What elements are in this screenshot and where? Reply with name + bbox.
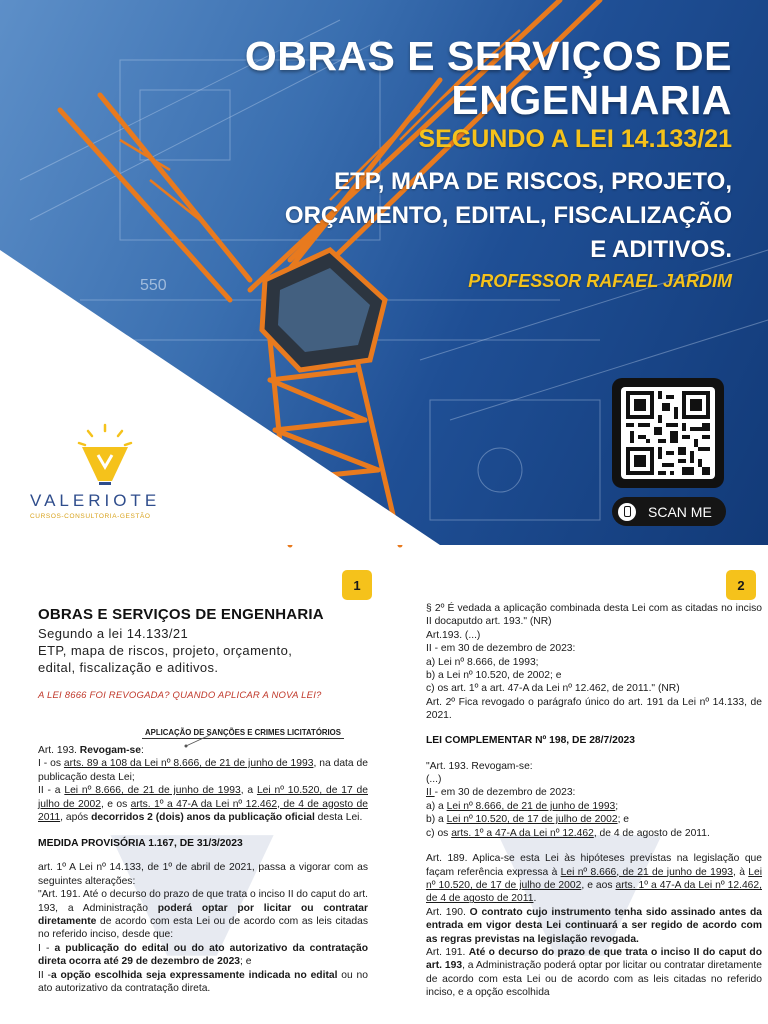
page-number-badge: 1 bbox=[342, 570, 372, 600]
page1-topics-line2: edital, fiscalização e aditivos. bbox=[38, 660, 219, 675]
qr-code-icon bbox=[625, 391, 711, 475]
cover-title-line1: OBRAS E SERVIÇOS DE bbox=[244, 33, 732, 79]
cover-subtitle: SEGUNDO A LEI 14.133/21 bbox=[418, 125, 732, 153]
cover-topics-line1: ETP, MAPA DE RISCOS, PROJETO, bbox=[334, 168, 732, 195]
blueprint-number: 550 bbox=[140, 277, 167, 294]
page1-subheading: Segundo a lei 14.133/21 bbox=[38, 626, 189, 641]
cover-topics bbox=[212, 165, 732, 267]
p2-paragraph-6: c) os art. 1º a art. 47-A da Lei nº 12.462, de 2011." (NR) bbox=[426, 683, 680, 695]
p2-paragraph-4: a) Lei nº 8.666, de 1993; bbox=[426, 656, 539, 668]
cover-professor bbox=[468, 271, 732, 292]
p2-paragraph-7: Art. 2º Fica revogado o parágrafo único do art. 191 da Lei nº 14.133, de 2021. bbox=[426, 696, 762, 722]
lc-quote-3: II - em 30 de dezembro de 2023: bbox=[426, 787, 576, 799]
sanctions-label: APLICAÇÃO DE SANÇÕES E CRIMES LICITATÓRIOS bbox=[142, 727, 344, 739]
p2-paragraph-2: Art.193. (...) bbox=[426, 629, 481, 641]
page-1 bbox=[22, 552, 374, 1024]
page-2 bbox=[410, 552, 763, 1024]
logo-name: VALERIOTE bbox=[30, 491, 161, 510]
question-link[interactable]: A LEI 8666 FOI REVOGADA? QUANDO APLICAR A NOVA LEI? bbox=[38, 690, 322, 701]
p2-paragraph-5: b) a Lei nº 10.520, de 2002; e bbox=[426, 670, 562, 682]
mp-section-title: MEDIDA PROVISÓRIA 1.167, DE 31/3/2023 bbox=[38, 838, 243, 850]
page-number-badge: 2 bbox=[726, 570, 756, 600]
scan-me-button[interactable] bbox=[612, 497, 726, 526]
valeriote-logo bbox=[30, 425, 180, 520]
professor-name: RAFAEL JARDIM bbox=[586, 271, 732, 291]
cover-topics-line3: E ADITIVOS. bbox=[590, 236, 732, 263]
professor-prefix: PROFESSOR bbox=[468, 271, 582, 291]
qr-code[interactable] bbox=[612, 378, 724, 488]
lc-quote-5: b) a Lei nº 10.520, de 17 de julho de 2002; e bbox=[426, 814, 630, 826]
lc-section-title: LEI COMPLEMENTAR Nº 198, DE 28/7/2023 bbox=[426, 734, 635, 746]
page1-heading: OBRAS E SERVIÇOS DE ENGENHARIA bbox=[38, 606, 324, 623]
mp-paragraph-3: I - a publicação do edital ou do ato autorizativo da contratação direta ocorra até 29 de dezembro de 2023; e bbox=[38, 942, 368, 968]
phone-icon bbox=[618, 503, 636, 521]
lc-quote-1: "Art. 193. Revogam-se: bbox=[426, 760, 533, 772]
mp-paragraph-1: art. 1º A Lei nº 14.133, de 1º de abril de 2021, passa a vigorar com as seguintes alterações: bbox=[38, 862, 368, 887]
lc-quote-6: c) os arts. 1º a 47-A da Lei nº 12.462, de 4 de agosto de 2011. bbox=[426, 827, 710, 839]
lc-quote-4: a) a Lei nº 8.666, de 21 de junho de 1993; bbox=[426, 800, 619, 812]
scan-me-label: SCAN ME bbox=[648, 503, 712, 520]
page1-topics-line1: ETP, mapa de riscos, projeto, orçamento, bbox=[38, 643, 293, 658]
p2-paragraph-1: § 2º É vedada a aplicação combinada desta Lei com as citadas no inciso II docaputdo art. 193." (NR) bbox=[426, 603, 762, 628]
art189-paragraph: Art. 189. Aplica-se esta Lei às hipóteses previstas na legislação que façam referência expressa à Lei nº 8.666, de 21 de junho de 1993, à Lei nº 10.520, de 17 de julho de 2002, e aos arts. 1º a 47-A da Lei nº 12.462, de 4 de agosto de 2011. bbox=[426, 853, 763, 905]
lightbulb-v-icon bbox=[74, 425, 136, 487]
lc-quote-2: (...) bbox=[426, 774, 442, 786]
cover-title-line2: ENGENHARIA bbox=[451, 77, 732, 123]
art193-inciso-2: II - a Lei nº 8.666, de 21 de junho de 1993, a Lei nº 10.520, de 17 de julho de 2002, e os arts. 1º a 47-A da Lei nº 12.462, de 4 de agosto de 2011, após decorridos 2 (dois) anos da publicação oficial desta Lei. bbox=[38, 785, 369, 824]
art193-paragraph: Art. 193. Revogam-se: bbox=[38, 745, 144, 756]
logo-tagline: CURSOS-CONSULTORIA-GESTÃO bbox=[30, 513, 151, 520]
cover-topics-line2: ORÇAMENTO, EDITAL, FISCALIZAÇÃO bbox=[284, 202, 732, 229]
art190-paragraph: Art. 190. O contrato cujo instrumento tenha sido assinado antes da entrada em vigor desta Lei continuará a ser regido de acordo com as regras previstas na legislação revogada. bbox=[426, 906, 762, 945]
p2-paragraph-3: II - em 30 de dezembro de 2023: bbox=[426, 643, 576, 655]
mp-paragraph-2: "Art. 191. Até o decurso do prazo de que trata o inciso II do caput do art. 193, a Administração poderá optar por licitar ou contratar diretamente de acordo com esta Lei ou de acordo com as leis citadas no referido inciso, desde que: bbox=[38, 889, 368, 941]
sanctions-label-box bbox=[142, 722, 344, 740]
cover-title bbox=[245, 34, 732, 122]
art193-inciso-1: I - os arts. 89 a 108 da Lei nº 8.666, de 21 de junho de 1993, na data de publicação desta Lei; bbox=[38, 758, 369, 783]
art191-paragraph: Art. 191. Até o decurso do prazo de que trata o inciso II do caput do art. 193, a Administração poderá optar por licitar ou contratar diretamente de acordo com esta Lei ou de acordo com as leis citadas no referido inciso, e a opção escolhida bbox=[426, 946, 762, 999]
mp-paragraph-4: II -a opção escolhida seja expressamente indicada no edital ou no ato autorizativo da contratação direta. bbox=[38, 969, 368, 995]
